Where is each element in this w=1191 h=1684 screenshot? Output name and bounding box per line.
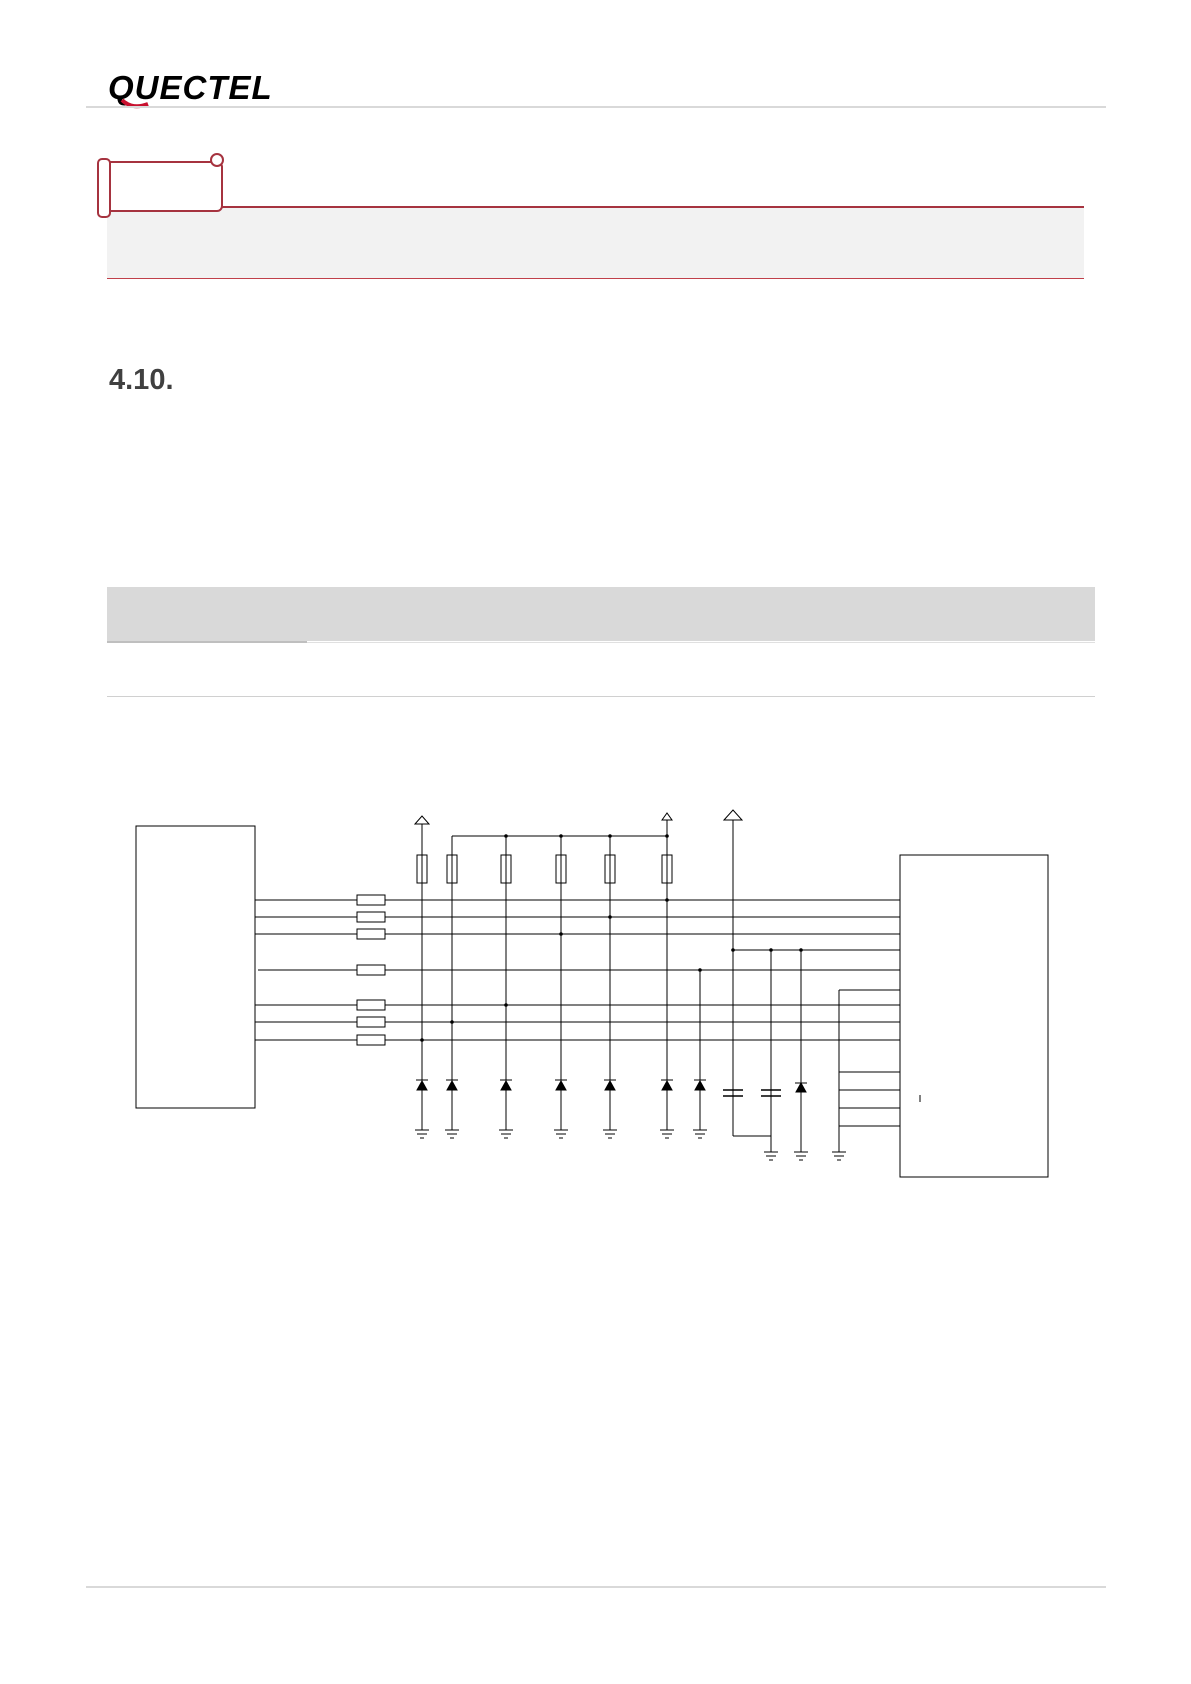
connector-block: [900, 855, 1048, 1177]
pullup-rail: [415, 810, 742, 1000]
footer-divider: [86, 1586, 1106, 1588]
table-header-divider: [107, 641, 307, 643]
table-row-divider: [307, 642, 1095, 643]
table-bottom-border: [107, 696, 1095, 697]
note-box: [107, 206, 1084, 279]
note-label-tab: [99, 161, 223, 212]
section-number: 4.10.: [109, 364, 174, 396]
ground-bus: [839, 990, 900, 1152]
note-scroll-curl-icon: [97, 158, 111, 218]
pin-table: [107, 587, 1095, 697]
power-filter: [723, 950, 900, 1152]
note-scroll-pin-icon: [210, 153, 224, 167]
signal-lines: [255, 900, 900, 1040]
tvs-diodes: [416, 1080, 706, 1090]
quectel-logo: [108, 66, 348, 110]
svg-text:QUECTEL: QUECTEL: [108, 69, 273, 106]
table-header-row: [107, 587, 1095, 641]
series-resistors: [357, 895, 385, 1045]
interface-schematic: [130, 800, 1060, 1180]
pullup-resistors: [417, 855, 672, 883]
ground-symbols: [415, 1130, 846, 1160]
module-block: [136, 826, 255, 1108]
header-divider: [86, 106, 1106, 108]
